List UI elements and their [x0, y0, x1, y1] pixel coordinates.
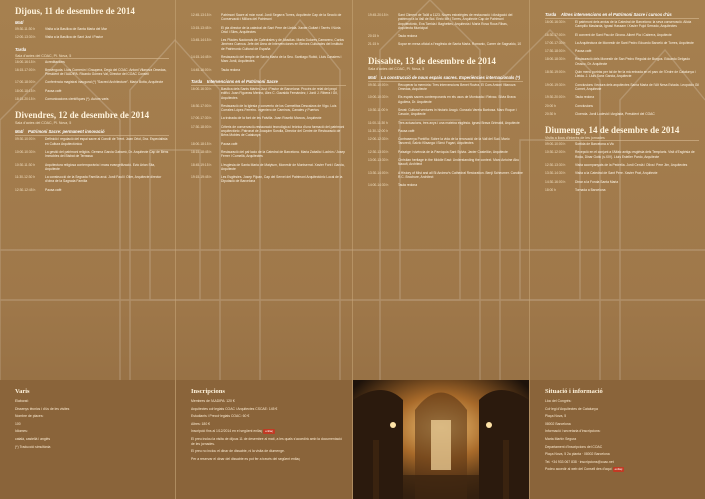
session-label: Matí Patrimoni Sacre: permanent innovació [15, 129, 105, 135]
schedule-row: 18:00-18:30 h Restauració dels Monestir de San Pedro Regulat de Burgos. Eduardo Delgado Orusco, Dr. Arquitecte [545, 57, 690, 66]
schedule-row: 16:30-17:00 h El convent de Sant Pau de Girona. Albert Pla i Cabrera, Arquitecte [545, 32, 672, 37]
schedule-row: 13:15-13:45 h El pla director de la catedral de Sant Pere de Lleida. Xavier Guitart i Tarrés i Núria Oriol i Siles, Arquitectes [191, 25, 341, 34]
divider [368, 81, 523, 82]
session-heading: La construcció de nous espais sacres. Experiències internacionals (*) [381, 74, 520, 80]
schedule-row: 17:00-17:30 h La Arquitectura de Monestir de Sant Pedro Eduardo Barceló de Torres, Arquitecte [545, 40, 694, 45]
divider [545, 140, 699, 141]
schedule-row: 18:00 h Tornada a Barcelona [545, 187, 606, 192]
situacio-panel [530, 380, 705, 499]
schedule-row: 20:00 h Conclusions [545, 103, 593, 108]
day-title: Divendres, 12 de desembre de 2014 [15, 110, 150, 121]
panel-title: Inscripcions [191, 388, 225, 395]
schedule-row: 16:00-16:15 h Acreditacions [15, 59, 65, 64]
session-label: Tarda Altres intervencions en el Patrimoni Sacre i cursos d'ús [545, 12, 672, 17]
schedule-row: 20:30 h Cloenda. Jordi Ludevid i Anglada, President del COAC [545, 111, 655, 116]
panel-title: Situació i informació [545, 388, 603, 395]
cathedral-interior-photo [353, 380, 529, 499]
schedule-row: 12:30-13:30 h Visita acompanyats de la Pedrelia. Jordi Cerdà i Oliva i Pere Jim, Arquitectes [545, 163, 688, 168]
day-title: Dijous, 11 de desembre de 2014 [15, 6, 135, 16]
divider [15, 135, 169, 136]
panel-title: Varis [15, 388, 30, 395]
program-column-1 [0, 0, 175, 380]
schedule-row: 13:00-13:30 h Christian heritage in the Middle East: Understanding the context. Marc Antoine Abu Naoufi, Architect [368, 158, 519, 167]
schedule-row: 17:00-18:00 h Conferència magistral inaugural (*) "Sacred Architecture". Mario Botta, Arquitecte [15, 80, 164, 85]
schedule-row: 11:00-11:30 h Tres actuacions, tres anys i una mateixa església. Ignasi Brava Grimaldi, Arquitecte [368, 120, 520, 125]
schedule-row: 14:00-14:30 h Taula redona [368, 183, 418, 188]
schedule-row: 19:15-19:45 h Les Esglésies. Josep Pijoan, Cap del Servei del Patrimoni Arquitectònic Local de la Diputació de Barcelona [191, 175, 343, 184]
divider [545, 18, 699, 19]
session-label: Tarda Intervencions en el Patrimoni Sacre [191, 78, 278, 84]
schedule-row: 12:30-13:00 h Paisatge i vivència de la Parròquia Sant Sylvia. Javier Castellón, Arquitecte [368, 149, 508, 154]
schedule-row: 09:00-10:00 h Sortida de Barcelona a Vic [545, 142, 614, 147]
session-label: Tarda [15, 46, 27, 52]
panel-text: Membres de l'AADIPA: 120 € Arquitectes col·legiats COAC i Arquitectes CSCAE: 145 € Estudiants i Precol·legiats COAC: 60 € Altres: 180 € Inscripció fins al 1/12/2014 en el següent enllaç enllaç El preu inclou la visita de dijous 11 de desembre al matí, a les quals s'accedirà amb la documentació de les jornades. El preu no inclou el dinar de dissabte, ni la visita de diumenge. Per a reservar el dinar del dissabte es pot fer a través del següent enllaç [191, 399, 342, 461]
program-column-2 [176, 0, 352, 380]
schedule-row: 13:45-14:15 h Les Plàcies Nacionals de Catedrales y de Abadías. Maria Dolores Camarero, Carlos Jiménez Cuenca. Jefe del Área de Intervenciones en Bienes Culturales del Instituto de Patrimonio Cultural de España [191, 38, 344, 51]
schedule-row: 11:30-12:30 h La construcció de la Segrada Família avui. Jordi Faulí i Oller, Arquitecte director d'obra de la Sagrada Família [15, 175, 162, 184]
schedule-row: 10:30-12:00 h Recepció en el conjunt a l'Alfaic antigu església dels Templaris. Visit d'Església de Roda, Dinar Gotic (s.XIV). Lluís Esteller Pardo, Arquitecte [545, 150, 695, 159]
divider [191, 85, 346, 86]
inscription-link-button[interactable]: enllaç [265, 429, 274, 434]
schedule-row: 17:00-17:30 h La trobada de la font de les Fatvilla. Joan Roselló Marcos, Arquitecte [191, 116, 322, 121]
schedule-row: 10:30-11:30 h Arquitectura religiosa contemporània i mass evangelització. Ezio Arian Sita, Arquitecte [15, 162, 156, 171]
schedule-row: 18:15-18:45 h Restauració del pal·lacio de la Catedral de Barcelona. Maria Zaballa i Ladròn / Josep Ferrer i Comellà, Arquitectes [191, 149, 346, 159]
schedule-row: 09:30-11:30 h Visita a la Basílica de Santa Maria del Mar [15, 27, 107, 31]
venue: Sala d'actes del COAC, Pl. Nova, 5 [15, 53, 72, 58]
schedule-row: 16:30-17:00 h Restauració de la Iglesia y convento de los Carmelitas Descalzos de Vigo. Luis Corrales López-Ferreiro. Ingeniero de Caminos, Canales y Puertos [191, 103, 337, 113]
schedule-row: 18:00-18:15 h Pausa cafè [191, 141, 238, 146]
schedule-row: 16:00-16:30 h El patrimoni dels arxius de la Catedral de Barcelona: la seva conservació. Alicia Campillo Maslarda, Ignasi Hassam i Xavier Pujol Serrado, Arquitectes [545, 20, 692, 29]
schedule-row: 19:45-20:15 h Sant Climent de Taüll a 1123. Noves estratègies de restauració i divulgació del patrimoni a la Vall de Boí. Enric Mir i Torres, Arquitecte Cap de Patrimoni Arquitectònic, Eva Tarrida i Baghettes, Arquitecta i Maria Rosa Roca Ribas, Arquitecta Municipal [368, 13, 513, 30]
session-heading: Patrimoni Sacre: permanent innovació [28, 129, 105, 135]
schedule-row: 12:30-12:45 h Pausa cafè [15, 187, 62, 192]
venue: Sala d'actes del COAC, Pl. Nova, 5 [15, 121, 72, 126]
schedule-row: 12:00-13:30 h Visita a la Basílica de Sant Just i Pastor [15, 35, 104, 40]
schedule-row: 13:30-14:00 h A History of Mist and all St Andrew's Cathedral Restoration. Benji Scheurner. Caroline R.C. Brochure, Architect [368, 170, 523, 179]
schedule-row: 14:30-16:00 h Dinar a la Fonda Santa Maria [545, 179, 619, 184]
schedule-row: 16:00-16:30 h Basílica dels Sants Màrtirs Just i Pastor de Barcelona: Procés de relat del propi edifici. Joan Figueras Merino, Àlex C. Gavaldà Fernández, i Jordi J. Ribera i Gil, Arquitectes [191, 86, 338, 100]
schedule-row: 10:00-10:30 h Els espais sacres contemporanis en els usos de Montcada i Reixac. Silvia Brava Aguilera, Dr. Arquitecte [368, 95, 516, 104]
schedule-row: 21:15 h Sopar en mesa oficial a l'església de Santa Maria. Romanic, Carrer de Sagnaldo, 10 [368, 42, 522, 47]
schedule-row: 18:00-18:15 h Pausa cafè [15, 88, 62, 93]
schedule-row: 12:00-12:30 h Contrasenya Pontífia: Sobre la vida de la renovació de la Vall del Sud. Mario Tancredi, Salvio Klisanga i Simó Fogarí, Arquitectes [368, 137, 510, 146]
session-label: Matí [15, 20, 24, 25]
schedule-row: 12:45-13:15 h Patrimoni Sacre al món rural. Jordi Segarra Torres, Arquitecte Cap de la Secció de Conservació i Millora del Patrimoni [191, 13, 342, 22]
schedule-row: 20:15 h Taula redona [368, 34, 418, 39]
session-heading: Intervencions en el Patrimoni Sacre [206, 78, 278, 84]
schedule-row: 18:30-19:00 h Quin menú portràs per tal de fer la mà entrada en el parc de l'Ordre de Catalunya i Lleida. J. Lluis Sanz Garcia, Arquitecte [545, 70, 696, 79]
schedule-row: 19:30-20:00 h Taula redona [545, 95, 595, 100]
session-heading: Altres intervencions en el Patrimoni Sacre i cursos d'ús [560, 12, 672, 17]
day-title: Dissabte, 13 de desembre de 2014 [368, 55, 496, 66]
schedule-row: 18:45-19:15 h L'esglesia de Santa Maria de Matytum, Monestir de Montserrat. Xavier Font i Garcia, Arquitecte [191, 162, 345, 171]
schedule-row: 16:15-17:00 h Benvinguda. Lluís Comerón i Graupera, Degà del COAC. Antoni Vilanova Omedas, President de l'AADIPA. Ricardo Gómez Val, Director del COAC Consell [15, 67, 167, 77]
schedule-row: 11:30-12:00 h Pausa cafè [368, 128, 415, 133]
schedule-row: 18:15-20:15 h Comunicacions científiques (*). Autors varis [15, 97, 109, 102]
program-column-3 [353, 0, 529, 380]
schedule-row: 13:30-14:30 h Visita a la Catedral de Sant Pere. Xavier Prat, Arquitecte [545, 171, 658, 176]
schedule-row: 10:30-11:00 h Sevat: Cultural ventures in historic Aragó. Gonzalo Varela Barbosa. Marc Roque i Cascón, Arquitecte [368, 107, 517, 117]
web-link-button[interactable]: enllaç [614, 467, 623, 472]
schedule-row: 10:00-10:30 h La gestió del patrimoni religiós. Gemma Garcia Gabarró, Dr. Arquitecte Cap de Béns Immobles del Bisbat de Terrassa [15, 149, 169, 159]
inscripcions-panel [176, 380, 352, 499]
schedule-row: 09:30-10:00 h Recuperar la memòria: Tres intervencions Benet Rovira. El Cors Antoni Vilanova Omedas, Arquitecte [368, 82, 516, 92]
schedule-row: 17:30-18:00 h Criteris de conservació-restauració tecnològica i teòrica d'una formació del patrimoni arquitectònic. Patronat de Joaquim Sorolla, Director del Centre de Restauració de Béns Mobles de Catalunya [191, 124, 345, 138]
divider [15, 58, 169, 59]
program-column-4 [530, 0, 705, 380]
cathedral-photo-panel [353, 380, 529, 499]
venue: Visita a llocs d'interès de les jornades [545, 136, 605, 141]
schedule-row: 09:30-10:00 h Definició i regulació del espai sacre al Concili de Trent. Joan Oriol, Dra. Especialista en Cultura Arquitectònica [15, 137, 168, 146]
day-title: Diumenge, 14 de desembre de 2014 [545, 125, 680, 136]
schedule-row: 17:30-18:00 h Pausa cafè [545, 49, 592, 54]
schedule-row: 14:15-14:45 h Restauració del temple de Santa Maria de la Seu. Santiago Rubió, Lluís Cassiers i Marc Jordi, Arquitectes [191, 55, 342, 64]
panel-text: Elaborat: Dissenys tècnics i d'ús de les visites Nombre de places: 100 Idiomes: català, castellà i anglès (*) Traducció simultània [15, 399, 70, 449]
panel-text: Lloc del Congrés: Col·legi d'Arquitectes de Catalunya Plaça Nova, 5 08002 Barcelona Informació i secretaria d'inscripcions: Marta Martín Segura Departament d'Inscripcions del COAC Plaça Nova, 5 2a planta · 08002 Barcelona Tel. +34 933 067 838 · inscripcions@coac.net Podeu accedir al web del Consell des d'aquí enllaç [545, 399, 623, 472]
varis-panel [0, 380, 175, 499]
schedule-row: 19:00-19:30 h Conclusions i lectura dels arquitectes Santa Maria de l'Alt Nesa Estada. Leopoldo Gil Cornet, Arquitecte [545, 82, 699, 91]
venue: Sala d'actes del COAC, Pl. Nova, 5 [368, 66, 425, 71]
schedule-row: 14:45-16:00 h Taula redona [191, 67, 241, 72]
session-label: Matí La construcció de nous espais sacres. Experiències internacionals (*) [368, 74, 520, 80]
